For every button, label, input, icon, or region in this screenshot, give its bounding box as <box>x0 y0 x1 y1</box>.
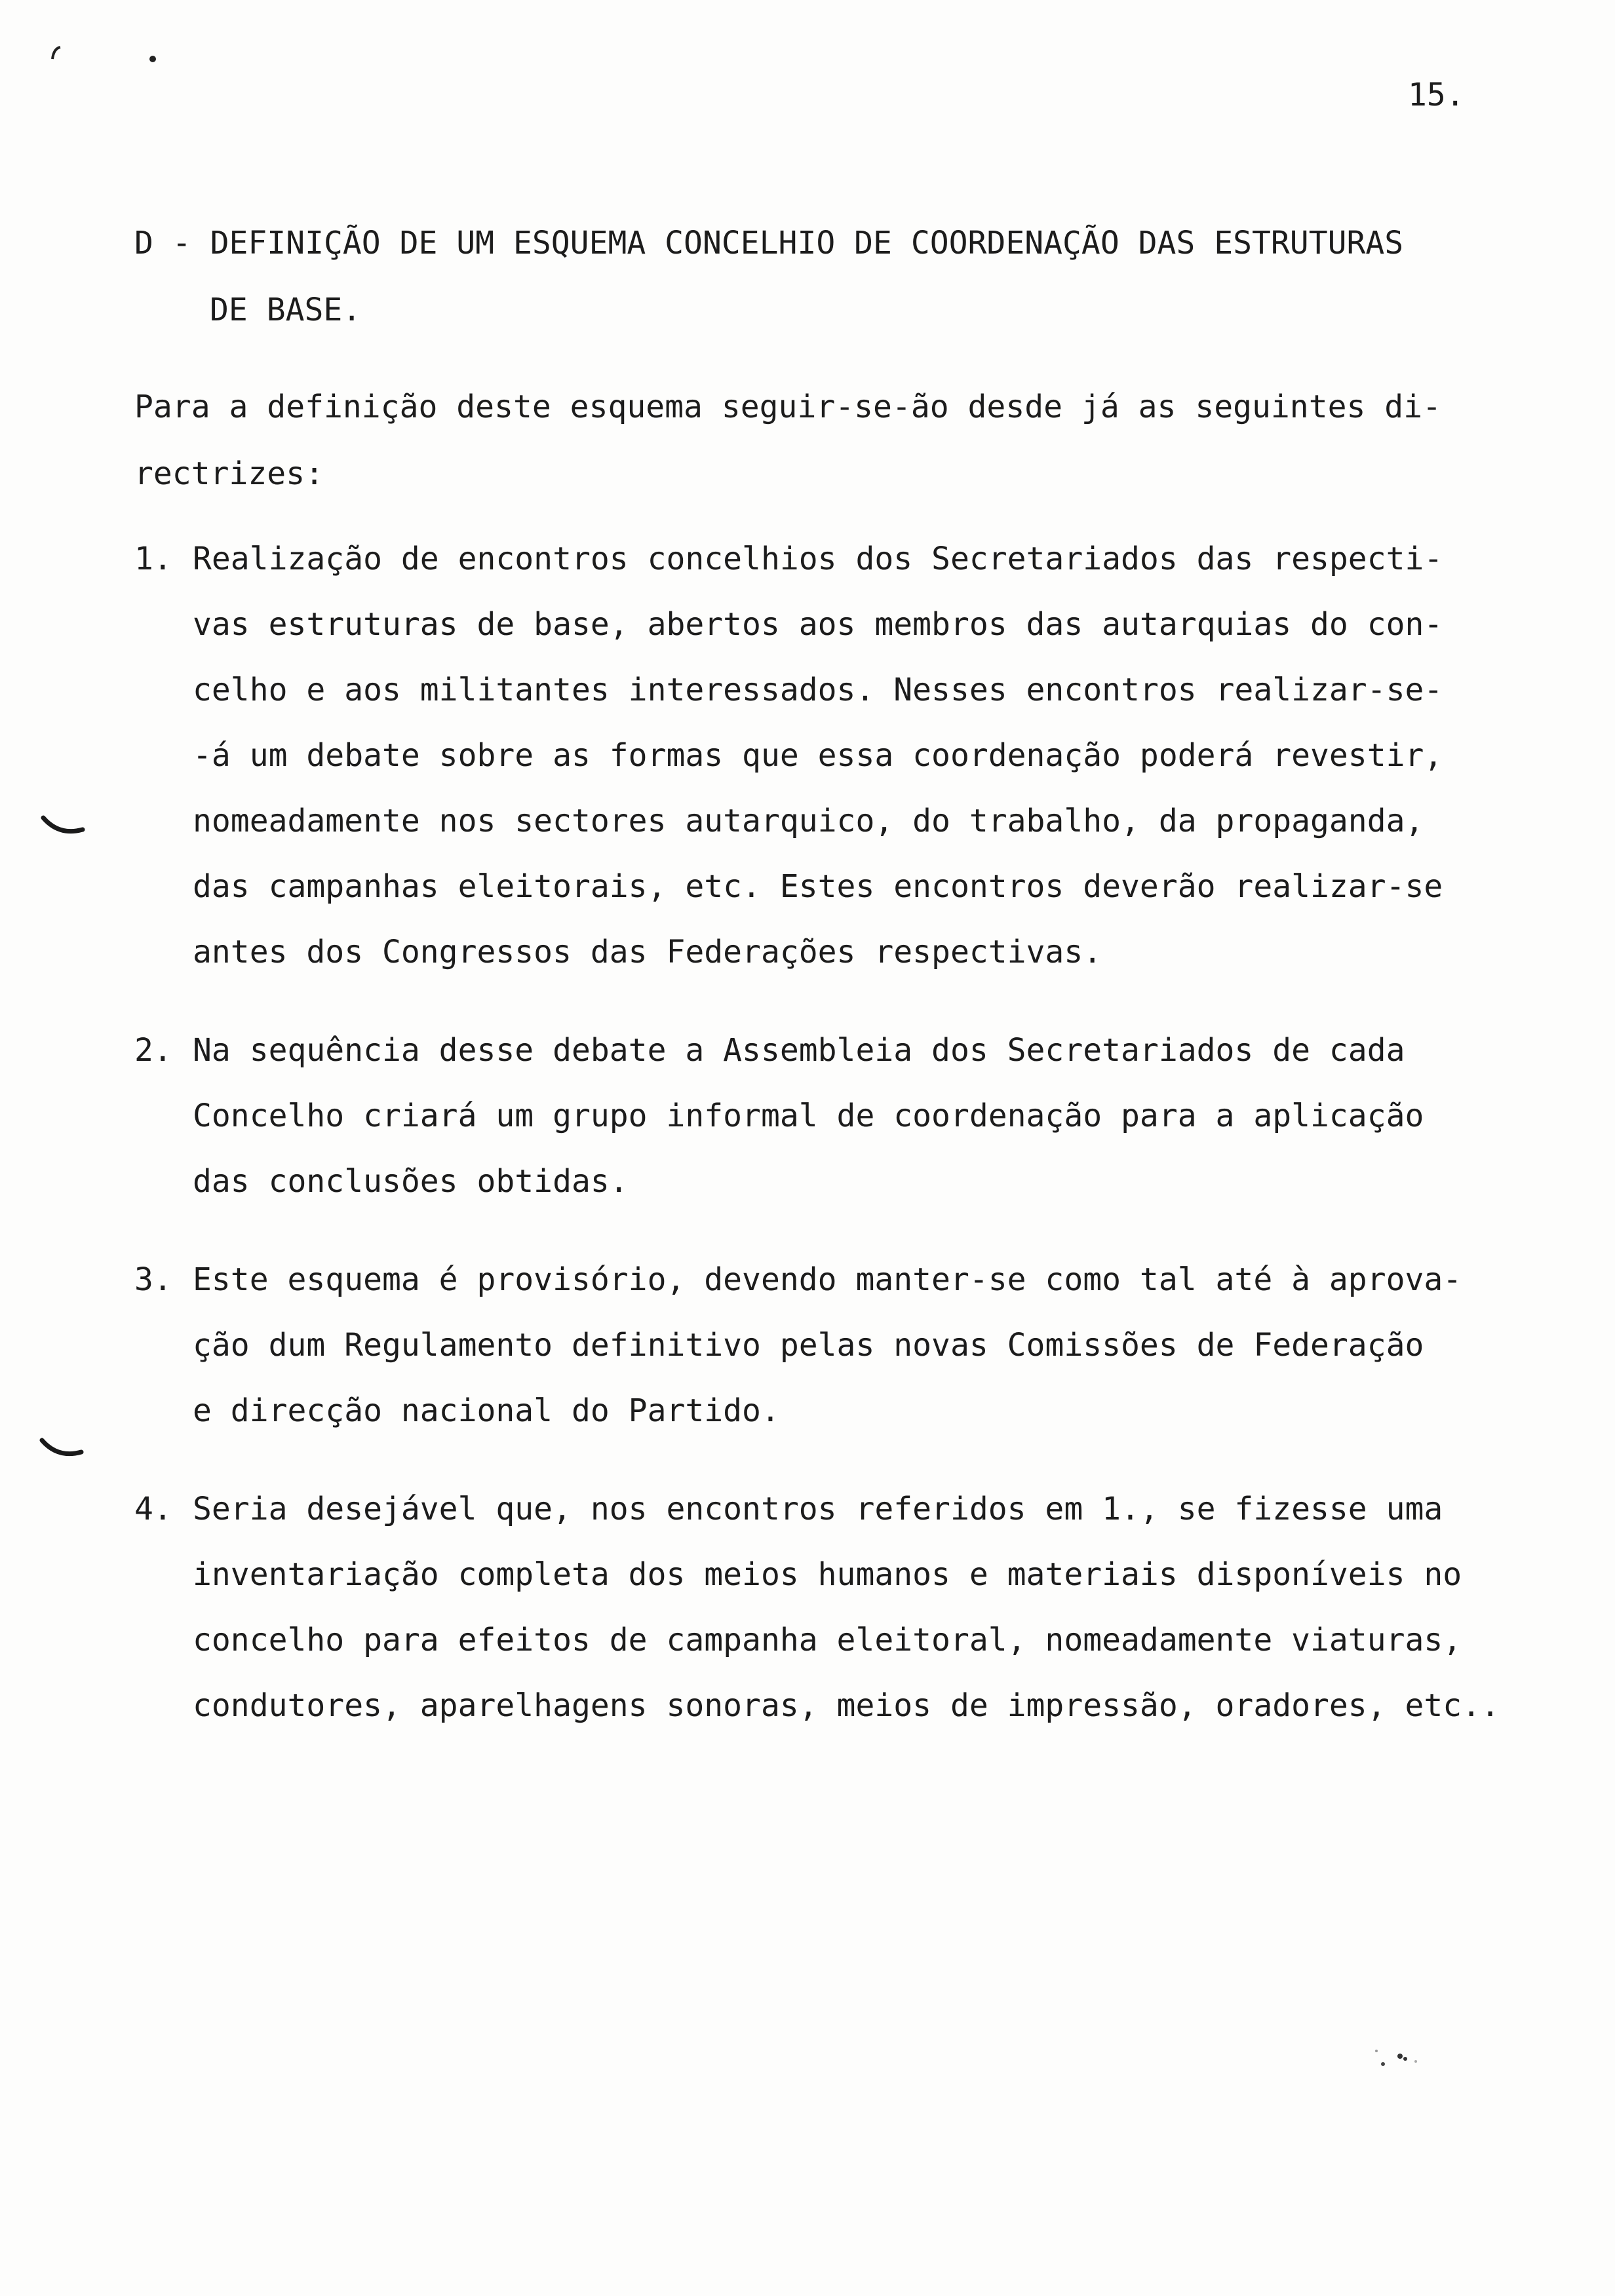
list-item-4-line-2: inventariação completa dos meios humanos e materiais disponíveis no <box>193 1556 1462 1593</box>
list-item-1-line-1: Realização de encontros concelhios dos Secretariados das respecti- <box>193 541 1443 577</box>
list-item-4-line-1: Seria desejável que, nos encontros referidos em 1., se fizesse uma <box>193 1491 1443 1527</box>
page-number: 15. <box>1408 77 1465 113</box>
list-item-4-number: 4. <box>134 1491 172 1527</box>
list-item-1-line-3: celho e aos militantes interessados. Nesses encontros realizar-se- <box>193 672 1443 708</box>
list-item-1-line-7: antes dos Congressos das Federações respectivas. <box>193 934 1102 970</box>
section-heading-line-1: D - DEFINIÇÃO DE UM ESQUEMA CONCELHIO DE COORDENAÇÃO DAS ESTRUTURAS <box>134 225 1404 261</box>
list-item-3-line-3: e direcção nacional do Partido. <box>193 1392 780 1429</box>
list-item-3-line-2: ção dum Regulamento definitivo pelas novas Comissões de Federação <box>193 1327 1424 1364</box>
list-item-1-line-2: vas estruturas de base, abertos aos membros das autarquias do con- <box>193 606 1443 643</box>
intro-line-1: Para a definição deste esquema seguir-se-ão desde já as seguintes di- <box>134 389 1441 425</box>
list-item-4-line-4: condutores, aparelhagens sonoras, meios de impressão, oradores, etc.. <box>193 1687 1500 1724</box>
list-item-2-number: 2. <box>134 1032 172 1069</box>
list-item-1-line-4: -á um debate sobre as formas que essa coordenação poderá revestir, <box>193 737 1443 774</box>
list-item-2-line-2: Concelho criará um grupo informal de coordenação para a aplicação <box>193 1098 1424 1134</box>
scan-speck-mark <box>46 39 72 66</box>
intro-line-2: rectrizes: <box>134 455 324 492</box>
scan-speck-cluster <box>1363 2031 1435 2077</box>
list-item-3-number: 3. <box>134 1261 172 1298</box>
list-item-4-line-3: concelho para efeitos de campanha eleitoral, nomeadamente viaturas, <box>193 1622 1462 1658</box>
list-item-1-line-6: das campanhas eleitorais, etc. Estes encontros deverão realizar-se <box>193 868 1443 905</box>
list-item-3-line-1: Este esquema é provisório, devendo manter-se como tal até à aprova- <box>193 1261 1462 1298</box>
punch-hole-curve-top <box>39 813 92 852</box>
section-heading-line-2: DE BASE. <box>210 292 362 328</box>
punch-hole-curve-bottom <box>38 1435 90 1474</box>
list-item-2-line-1: Na sequência desse debate a Assembleia dos Secretariados de cada <box>193 1032 1405 1069</box>
scan-dot-mark <box>147 52 161 66</box>
list-item-2-line-3: das conclusões obtidas. <box>193 1163 629 1200</box>
list-item-1-line-5: nomeadamente nos sectores autarquico, do trabalho, da propaganda, <box>193 803 1424 839</box>
list-item-1-number: 1. <box>134 541 172 577</box>
